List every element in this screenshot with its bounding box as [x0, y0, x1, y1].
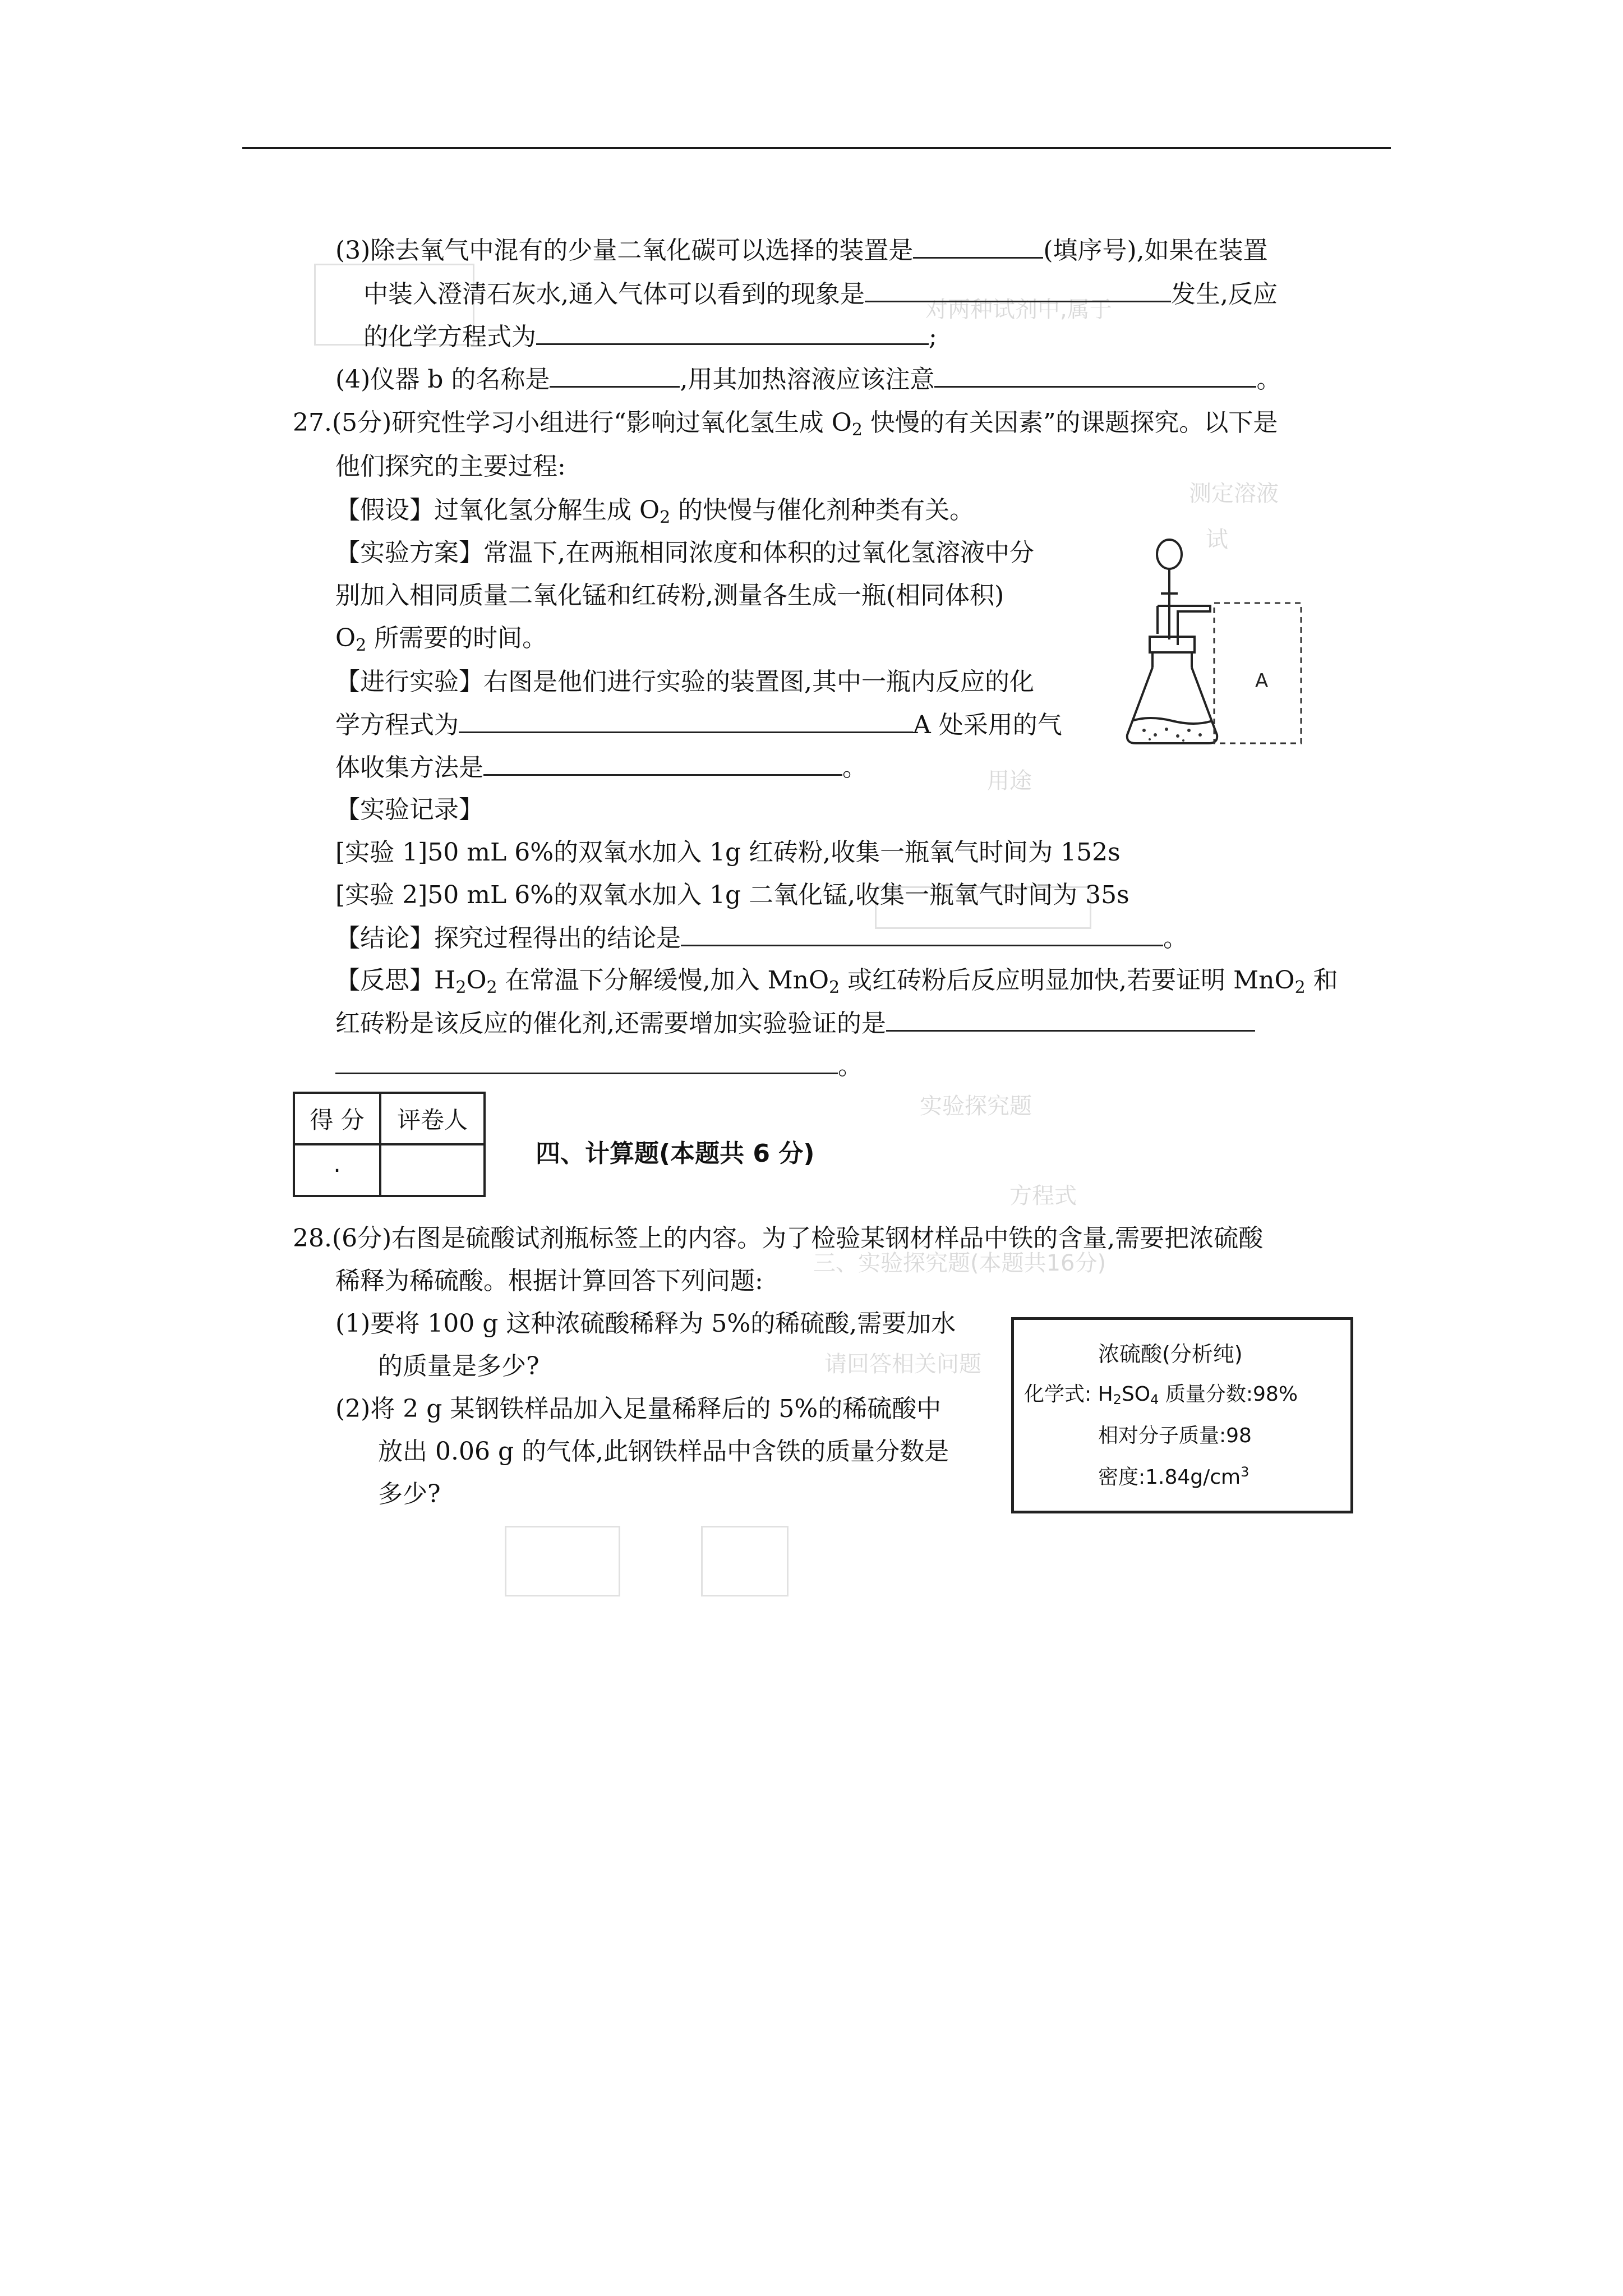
answer-blank[interactable]	[886, 1007, 1255, 1032]
score-table	[293, 1092, 486, 1197]
answer-blank[interactable]	[459, 709, 913, 733]
bleed-text: 三、实验探究题(本题共16分)	[813, 1250, 1106, 1276]
bleed-text: 用途	[987, 768, 1032, 794]
score-cell[interactable]: ·	[294, 1144, 380, 1196]
q26-part3-line1: (3)除去氧气中混有的少量二氧化碳可以选择的装置是 (填序号),如果在装置	[335, 234, 1268, 266]
q27-stem-line2: 他们探究的主要过程:	[335, 452, 566, 481]
q27-hypothesis: 【假设】过氧化氢分解生成 $O_2$ 的快慢与催化剂种类有关。	[335, 496, 975, 527]
rubber-stopper	[1150, 637, 1195, 652]
label-title: 浓硫酸(分析纯)	[1098, 1342, 1243, 1366]
bleed-text: 测定溶液	[1189, 481, 1279, 507]
answer-blank[interactable]	[913, 234, 1043, 259]
conical-flask	[1127, 668, 1217, 743]
bleed-text: 请回答相关问题	[824, 1351, 981, 1377]
bleed-text: 对两种试剂中,属于	[925, 297, 1112, 323]
separatory-funnel-bulb	[1157, 540, 1182, 569]
label-molar-mass: 相对分子质量:98	[1098, 1424, 1252, 1447]
section-title: 四、计算题(本题共 6 分)	[536, 1139, 815, 1168]
q27-stem-line1: 27.(5分)研究性学习小组进行“影响过氧化氢生成 $O_2$ 快慢的有关因素”的课题探究。以下是	[293, 408, 1278, 440]
q27-reflection-line1: 【反思】$H_2O_2$ 在常温下分解缓慢,加入 MnO$_2$ 或红砖粉后反应明显加快,若要证明 MnO$_2$ 和	[335, 966, 1338, 997]
grader-cell[interactable]	[380, 1144, 485, 1196]
q27-plan-line3: $O_2$ 所需要的时间。	[335, 624, 547, 655]
answer-blank[interactable]	[550, 364, 680, 388]
q28-sub2-line2: 放出 0.06 g 的气体,此钢铁样品中含铁的质量分数是	[378, 1437, 949, 1466]
q27-plan-line1: 【实验方案】常温下,在两瓶相同浓度和体积的过氧化氢溶液中分	[335, 539, 1034, 567]
q27-reflection-line3: 。	[335, 1050, 863, 1082]
apparatus-figure	[1122, 527, 1335, 752]
label-density: 密度$:1.84g/cm^3$	[1098, 1464, 1249, 1489]
score-header: 得 分	[294, 1093, 380, 1144]
q26-part3-line2: 中装入澄清石灰水,通入气体可以看到的现象是 发生,反应	[363, 278, 1278, 310]
bleed-text: 方程式	[1009, 1183, 1077, 1209]
q27-procedure-line1: 【进行实验】右图是他们进行实验的装置图,其中一瓶内反应的化	[335, 668, 1034, 696]
grader-header: 评卷人	[380, 1093, 485, 1144]
q26-part3-line3: 的化学方程式为 ;	[363, 321, 937, 353]
q27-procedure-line3: 体收集方法是 。	[335, 752, 867, 784]
q27-conclusion: 【结论】探究过程得出的结论是 。	[335, 922, 1188, 954]
q28-sub1-line1: (1)要将 100 g 这种浓硫酸稀释为 5%的稀硫酸,需要加水	[335, 1309, 956, 1338]
q27-reflection-line2: 红砖粉是该反应的催化剂,还需要增加实验验证的是	[335, 1007, 1255, 1039]
q28-stem-line1: 28.(6分)右图是硫酸试剂瓶标签上的内容。为了检验某钢材样品中铁的含量,需要把浓硫酸	[293, 1224, 1264, 1253]
answer-blank[interactable]	[483, 752, 842, 776]
label-formula: 化学式: $H_2SO_4$ 质量分数:98%	[1024, 1383, 1298, 1407]
bleed-text: 实验探究题	[920, 1093, 1032, 1119]
answer-blank[interactable]	[536, 321, 929, 345]
answer-blank[interactable]	[934, 364, 1256, 388]
figure-label-A: A	[1255, 670, 1269, 692]
q26-part4: (4)仪器 b 的名称是 ,用其加热溶液应该注意 。	[335, 364, 1281, 395]
answer-blank[interactable]	[335, 1050, 838, 1074]
bleed-text: 试	[1206, 527, 1228, 553]
q27-procedure-line2: 学方程式为 A 处采用的气	[335, 709, 1062, 741]
top-rule	[242, 147, 1391, 149]
reagent-label	[1011, 1317, 1353, 1513]
q28-sub1-line2: 的质量是多少?	[378, 1352, 540, 1381]
answer-blank[interactable]	[865, 278, 1171, 302]
q28-stem-line2: 稀释为稀硫酸。根据计算回答下列问题:	[335, 1267, 763, 1295]
answer-blank[interactable]	[681, 922, 1163, 946]
q27-experiment-2: [实验 2]50 mL 6%的双氧水加入 1g 二氧化锰,收集一瓶氧气时间为 35s	[335, 881, 1129, 909]
q27-record-heading: 【实验记录】	[335, 795, 483, 824]
q28-sub2-line3: 多少?	[378, 1480, 441, 1508]
q28-sub2-line1: (2)将 2 g 某钢铁样品加入足量稀释后的 5%的稀硫酸中	[335, 1395, 942, 1423]
q27-experiment-1: [实验 1]50 mL 6%的双氧水加入 1g 红砖粉,收集一瓶氧气时间为 152s	[335, 838, 1121, 867]
bleed-frame	[505, 1526, 620, 1596]
bleed-frame	[701, 1526, 789, 1596]
q27-plan-line2: 别加入相同质量二氧化锰和红砖粉,测量各生成一瓶(相同体积)	[335, 581, 1004, 610]
